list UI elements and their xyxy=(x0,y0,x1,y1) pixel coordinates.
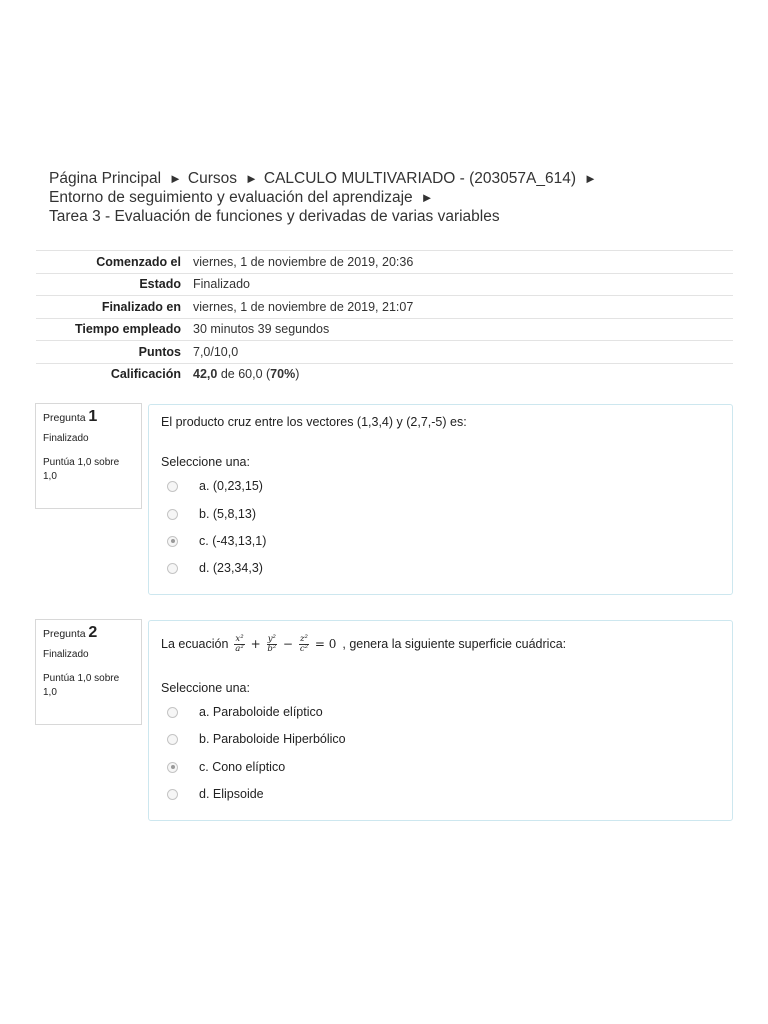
summary-value: Finalizado xyxy=(193,277,250,292)
radio-button-selected[interactable] xyxy=(167,762,178,773)
question-number xyxy=(43,410,134,426)
answer-prompt: Seleccione una: xyxy=(161,681,250,695)
breadcrumb-link-home[interactable]: Página Principal xyxy=(49,170,162,187)
radio-button[interactable] xyxy=(167,789,178,800)
summary-value: viernes, 1 de noviembre de 2019, 20:36 xyxy=(193,254,414,269)
breadcrumb-line-2 xyxy=(49,188,729,207)
summary-value: viernes, 1 de noviembre de 2019, 21:07 xyxy=(193,299,414,314)
answer-option-a[interactable] xyxy=(167,703,323,721)
option-label: b. Paraboloide Hiperbólico xyxy=(199,732,346,746)
answer-option-b[interactable] xyxy=(167,505,256,523)
breadcrumb-separator-icon: ► xyxy=(169,171,182,186)
question-2-content xyxy=(148,620,733,821)
radio-button[interactable] xyxy=(167,509,178,520)
question-state: Finalizado xyxy=(43,649,89,660)
breadcrumb xyxy=(49,169,729,226)
summary-row-grade xyxy=(36,363,733,385)
question-number-value: 2 xyxy=(88,624,98,641)
breadcrumb-link-assignment[interactable]: Tarea 3 - Evaluación de funciones y derivadas de varias variables xyxy=(49,208,500,225)
question-label: Pregunta xyxy=(43,628,86,640)
answer-option-a[interactable] xyxy=(167,477,263,495)
radio-button[interactable] xyxy=(167,481,178,492)
denominator: a² xyxy=(235,643,244,654)
summary-row-state xyxy=(36,273,733,296)
equals: = 0 xyxy=(314,637,337,651)
option-label: c. Cono elíptico xyxy=(199,760,286,774)
grade-percent-sign: % xyxy=(284,367,296,382)
summary-label: Tiempo empleado xyxy=(74,322,181,337)
numerator: y² xyxy=(267,633,276,644)
fraction-z xyxy=(299,635,309,654)
question-text xyxy=(161,629,566,659)
question-number-value: 1 xyxy=(88,408,98,425)
option-label: a. (0,23,15) xyxy=(199,479,263,493)
question-grade: Puntúa 1,0 sobre 1,0 xyxy=(43,457,120,482)
answer-option-c[interactable] xyxy=(167,532,266,550)
summary-label: Calificación xyxy=(110,367,181,382)
summary-row-finished xyxy=(36,296,733,319)
question-1-content xyxy=(148,404,733,595)
question-text-after: , genera la siguiente superficie cuádrica: xyxy=(342,637,567,651)
breadcrumb-separator-icon: ► xyxy=(420,190,434,205)
radio-button[interactable] xyxy=(167,707,178,718)
breadcrumb-separator-icon: ► xyxy=(245,171,258,186)
question-state: Finalizado xyxy=(43,433,89,444)
question-number xyxy=(43,626,134,642)
answer-option-d[interactable] xyxy=(167,559,263,577)
option-label: c. (-43,13,1) xyxy=(199,534,267,548)
breadcrumb-line-3 xyxy=(49,207,729,226)
answer-prompt: Seleccione una: xyxy=(161,455,250,469)
question-grade: Puntúa 1,0 sobre 1,0 xyxy=(43,673,120,698)
denominator: c² xyxy=(299,643,308,654)
radio-button-selected[interactable] xyxy=(167,536,178,547)
answer-option-d[interactable] xyxy=(167,785,264,803)
option-label: a. Paraboloide elíptico xyxy=(199,705,323,719)
question-1-info xyxy=(35,403,142,509)
denominator: b² xyxy=(267,643,277,654)
grade-value: 42,0 xyxy=(193,367,218,382)
operator: − xyxy=(282,637,293,651)
grade-close-paren: ) xyxy=(295,367,300,382)
answer-option-b[interactable] xyxy=(167,730,346,748)
summary-value: 30 minutos 39 segundos xyxy=(193,322,330,337)
breadcrumb-link-section[interactable]: Entorno de seguimiento y evaluación del aprendizaje xyxy=(49,189,413,206)
summary-label: Finalizado en xyxy=(101,299,181,314)
radio-button[interactable] xyxy=(167,563,178,574)
breadcrumb-line-1 xyxy=(49,169,729,188)
option-label: b. (5,8,13) xyxy=(199,507,256,521)
fraction-x xyxy=(234,635,244,654)
question-text-before: La ecuación xyxy=(161,637,229,651)
grade-max: de 60,0 ( xyxy=(217,367,271,382)
breadcrumb-link-courses[interactable]: Cursos xyxy=(187,170,237,187)
summary-row-started xyxy=(36,251,733,274)
summary-row-time xyxy=(36,318,733,341)
breadcrumb-link-course[interactable]: CALCULO MULTIVARIADO - (203057A_614) xyxy=(263,170,577,187)
summary-value xyxy=(187,363,733,385)
option-label: d. (23,34,3) xyxy=(199,561,263,575)
question-label: Pregunta xyxy=(43,412,86,424)
option-label: d. Elipsoide xyxy=(199,787,264,801)
numerator: x² xyxy=(235,633,244,644)
fraction-y xyxy=(267,635,277,654)
numerator: z² xyxy=(299,633,308,644)
summary-label: Estado xyxy=(139,277,181,292)
answer-option-c[interactable] xyxy=(167,758,285,776)
operator: + xyxy=(250,637,261,651)
summary-label: Puntos xyxy=(138,344,181,359)
equation xyxy=(231,635,339,654)
question-text: El producto cruz entre los vectores (1,3,4) y (2,7,-5) es: xyxy=(161,415,467,429)
summary-value: 7,0/10,0 xyxy=(193,344,239,359)
summary-label: Comenzado el xyxy=(96,254,181,269)
attempt-summary-table xyxy=(36,250,733,385)
question-2-info xyxy=(35,619,142,725)
breadcrumb-separator-icon: ► xyxy=(584,171,597,186)
grade-percent: 70 xyxy=(270,367,285,382)
summary-row-points xyxy=(36,341,733,364)
radio-button[interactable] xyxy=(167,734,178,745)
